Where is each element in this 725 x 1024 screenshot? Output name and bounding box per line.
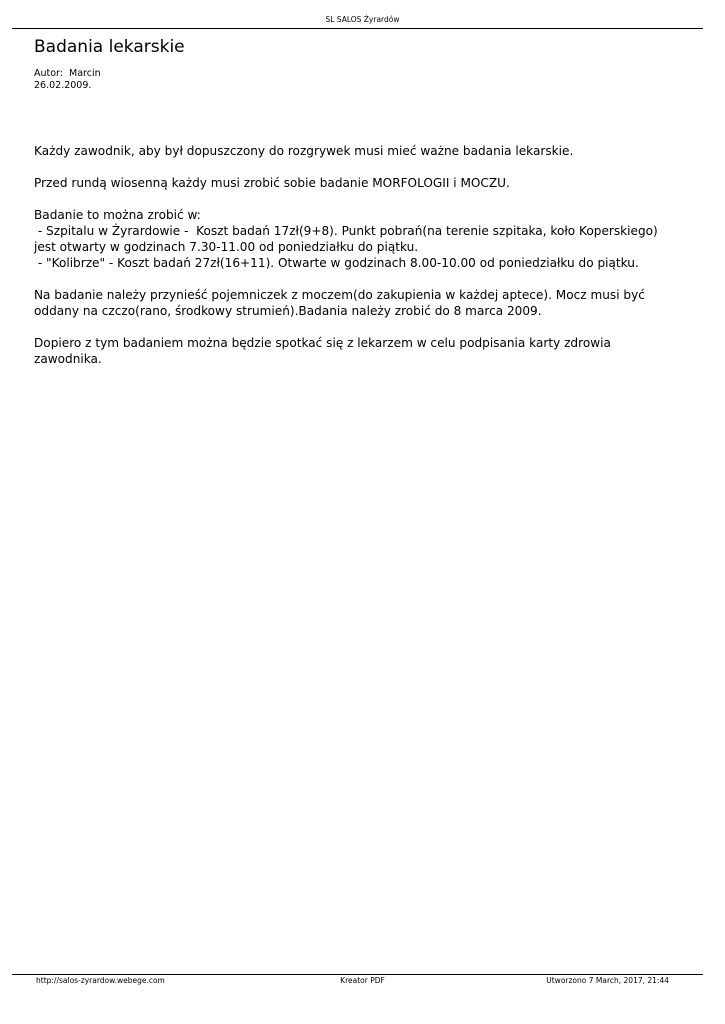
paragraph [34, 207, 694, 271]
article-title: Badania lekarskie [34, 37, 185, 57]
paragraph [34, 175, 694, 191]
article-meta [34, 68, 101, 92]
paragraph-line: jest otwarty w godzinach 7.30-11.00 od poniedziałku do piątku. [34, 240, 419, 254]
paragraph-line: Badanie to można zrobić w: [34, 208, 201, 222]
paragraph-line: zawodnika. [34, 352, 102, 366]
footer-url: http://salos-zyrardow.webege.com [36, 976, 165, 985]
list-item: - "Kolibrze" - Koszt badań 27zł(16+11). Otwarte w godzinach 8.00-10.00 od poniedziałku do piątku. [34, 256, 639, 270]
paragraph-line: Dopiero z tym badaniem można będzie spotkać się z lekarzem w celu podpisania karty zdrowia [34, 336, 611, 350]
paragraph-line: Każdy zawodnik, aby był dopuszczony do rozgrywek musi mieć ważne badania lekarskie. [34, 144, 574, 158]
paragraph-line: oddany na czczo(rano, środkowy strumień).Badania należy zrobić do 8 marca 2009. [34, 304, 542, 318]
footer-generator: Kreator PDF [340, 976, 385, 985]
article-date: 26.02.2009. [34, 80, 92, 91]
paragraph [34, 287, 694, 319]
footer-divider [12, 974, 703, 975]
article-body [34, 143, 694, 383]
page-header-site-name: SL SALOS Żyrardów [325, 15, 400, 24]
list-item: - Szpitalu w Żyrardowie - Koszt badań 17zł(9+8). Punkt pobrań(na terenie szpitaka, koło Koperskiego) [34, 224, 658, 238]
author-line: Autor: Marcin [34, 68, 101, 79]
paragraph [34, 335, 694, 367]
paragraph-line: Na badanie należy przynieść pojemniczek z moczem(do zakupienia w każdej aptece). Mocz musi być [34, 288, 645, 302]
paragraph-line: Przed rundą wiosenną każdy musi zrobić sobie badanie MORFOLOGII i MOCZU. [34, 176, 510, 190]
paragraph [34, 143, 694, 159]
header-divider [12, 28, 703, 29]
footer-created: Utworzono 7 March, 2017, 21:44 [546, 976, 669, 985]
